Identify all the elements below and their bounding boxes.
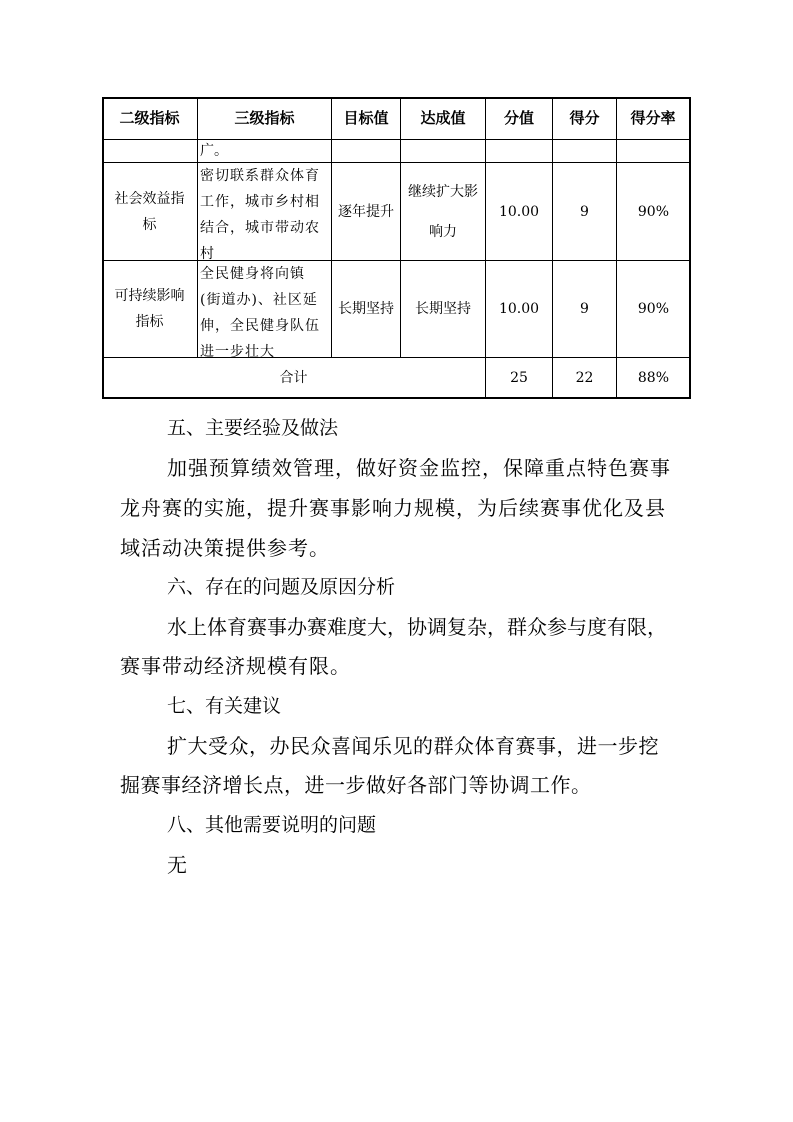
table-border-bottom (102, 397, 691, 399)
paragraph-line: 加强预算绩效管理，做好资金监控，保障重点特色赛事 (167, 456, 671, 480)
cell-line: 社会效益指 (114, 190, 185, 207)
section-heading: 六、存在的问题及原因分析 (167, 576, 396, 598)
cell-line: 工作，城市乡村相 (200, 194, 320, 210)
header-score-value: 分值 (503, 109, 534, 127)
table-row-2-achieved (401, 261, 485, 357)
paragraph-line: 水上体育赛事办赛难度大，协调复杂，群众参与度有限， (167, 615, 667, 639)
cell-line: 继续扩大影 (408, 183, 478, 200)
header-target: 目标值 (343, 109, 389, 127)
header-achieved: 达成值 (420, 109, 466, 127)
cell-line: (街道办)、社区延 (200, 292, 318, 308)
table-row-1-indicator-3 (198, 163, 331, 260)
cell-line: 伸，全民健身队伍 (200, 318, 320, 334)
table-row-1-indicator-2 (102, 163, 197, 260)
header-score: 得分 (569, 109, 600, 127)
table-border-right (689, 97, 691, 399)
paragraph-line: 掘赛事经济增长点，进一步做好各部门等协调工作。 (120, 773, 592, 797)
header-rate: 得分率 (630, 109, 676, 127)
paragraph-line: 龙舟赛的实施，提升赛事影响力规模，为后续赛事优化及县 (120, 496, 666, 520)
cell-line: 全民健身将向镇 (200, 266, 305, 282)
table-row-2-score-value: 10.00 (498, 301, 540, 317)
continuation-text: 广。 (200, 143, 228, 159)
section-heading: 八、其他需要说明的问题 (167, 814, 377, 836)
table-row-2-rate: 90% (637, 301, 669, 317)
total-label: 合计 (279, 369, 308, 386)
performance-table (102, 97, 691, 399)
total-score-value: 25 (510, 369, 528, 386)
table-row-2-indicator-2 (102, 261, 197, 357)
cell-line: 响力 (429, 223, 457, 240)
cell-line: 标 (142, 216, 157, 233)
total-rate: 88% (637, 369, 669, 386)
paragraph-line: 赛事带动经济规模有限。 (120, 654, 351, 678)
cell-line: 村 (200, 246, 215, 262)
paragraph-line: 扩大受众，办民众喜闻乐见的群众体育赛事，进一步挖 (167, 734, 659, 758)
cell-line: 长期坚持 (415, 301, 471, 317)
paragraph-line: 无 (167, 853, 188, 877)
section-heading: 七、有关建议 (167, 695, 282, 717)
table-row-2-indicator-3 (198, 261, 331, 360)
cell-line: 指标 (135, 314, 164, 330)
row-divider (102, 139, 691, 140)
section-heading: 五、主要经验及做法 (167, 417, 339, 439)
table-row-1-rate: 90% (637, 203, 669, 220)
table-row-2-target: 长期坚持 (338, 301, 394, 317)
table-row-2-score: 9 (580, 301, 589, 317)
cell-line: 密切联系群众体育 (200, 168, 320, 184)
table-row-1-score: 9 (580, 203, 589, 220)
cell-line: 可持续影响 (114, 288, 185, 304)
paragraph-line: 域活动决策提供参考。 (120, 536, 330, 560)
cell-line: 进一步壮大 (200, 344, 275, 360)
cell-line: 结合，城市带动农 (200, 220, 320, 236)
table-row-1-score-value: 10.00 (498, 203, 540, 220)
table-row-1-achieved (401, 163, 485, 260)
header-indicator-2: 二级指标 (119, 109, 180, 127)
header-indicator-3: 三级指标 (234, 109, 295, 127)
total-score: 22 (575, 369, 594, 386)
table-row-1-target: 逐年提升 (338, 203, 394, 220)
